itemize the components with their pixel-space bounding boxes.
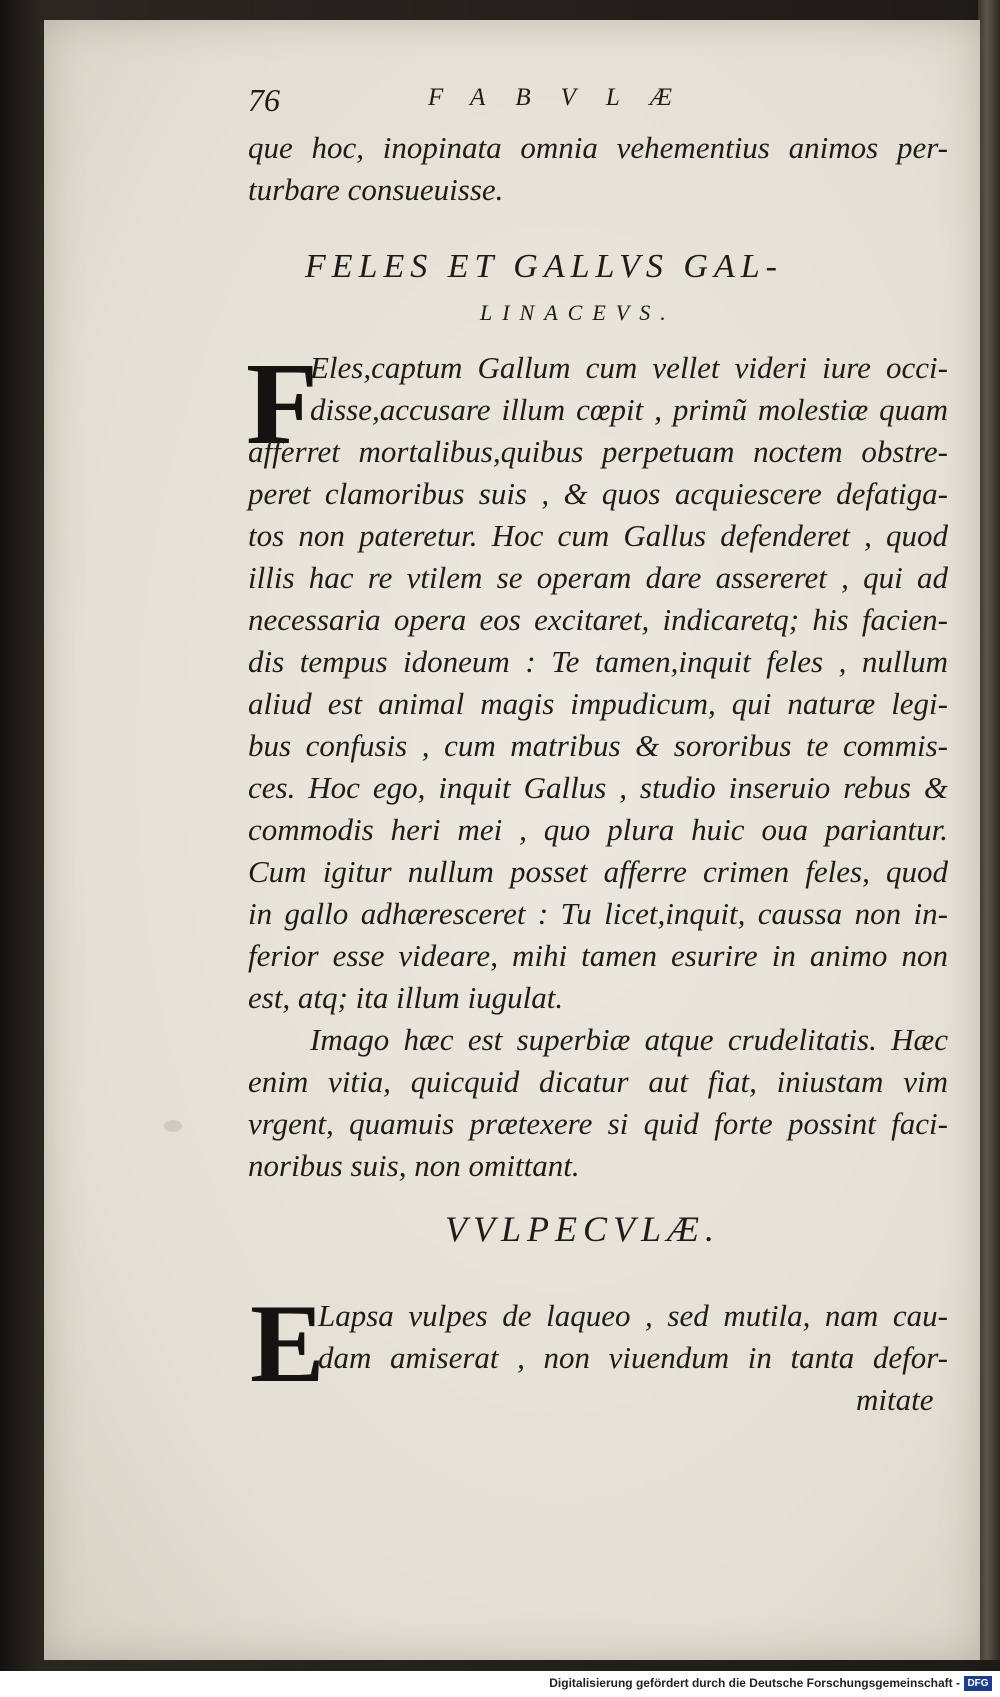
body-line: ces. Hoc ego, inquit Gallus , studio inseruio rebus & xyxy=(248,770,948,805)
moral-line: Imago hæc est superbiæ atque crudelitatis. Hæc xyxy=(310,1022,948,1057)
catchword: mitate xyxy=(856,1382,934,1417)
dfg-logo: DFG xyxy=(964,1676,992,1691)
drop-cap-f: F xyxy=(246,338,319,469)
fable-title-line-1: FELES ET GALLVS GAL- xyxy=(305,248,783,285)
body-line: bus confusis , cum matribus & sororibus te commis- xyxy=(248,728,948,763)
body-line: aliud est animal magis impudicum, qui naturæ legi- xyxy=(248,686,948,721)
body-line: disse,accusare illum cœpit , primũ molestiæ quam xyxy=(310,392,948,427)
body-line: in gallo adhæresceret : Tu licet,inquit, caussa non in- xyxy=(248,896,948,931)
body-line: tos non pateretur. Hoc cum Gallus defenderet , quod xyxy=(248,518,948,553)
moral-line: enim vitia, quicquid dicatur aut fiat, iniustam vim xyxy=(248,1064,948,1099)
running-title: FABVLÆ xyxy=(428,84,702,111)
body-line: afferret mortalibus,quibus perpetuam noctem obstre- xyxy=(248,434,948,469)
book-edge xyxy=(978,0,1000,1660)
body-line: illis hac re vtilem se operam dare assereret , qui ad xyxy=(248,560,948,595)
moral-line: vrgent, quamuis prætexere si quid forte possint faci- xyxy=(248,1106,948,1141)
moral-line: noribus suis, non omittant. xyxy=(248,1148,580,1183)
fable-2-title: VVLPECVLÆ. xyxy=(445,1209,721,1249)
footer-credit: Digitalisierung gefördert durch die Deutsche Forschungsgemeinschaft - xyxy=(549,1676,960,1690)
body-line: commodis heri mei , quo plura huic oua pariantur. xyxy=(248,812,948,847)
page-number: 76 xyxy=(248,82,280,118)
paper-stain xyxy=(164,1120,182,1132)
intro-line-2: turbare consueuisse. xyxy=(248,172,504,207)
body-line: peret clamoribus suis , & quos acquiescere defatiga- xyxy=(248,476,948,511)
page-header xyxy=(248,82,948,122)
body-line: dam amiserat , non viuendum in tanta defor- xyxy=(318,1340,948,1375)
intro-line-1: que hoc, inopinata omnia vehementius animos per- xyxy=(248,130,948,165)
body-line: est, atq; ita illum iugulat. xyxy=(248,980,564,1015)
body-line: Eles,captum Gallum cum vellet videri iure occi- xyxy=(310,350,948,385)
body-line: ferior esse videare, mihi tamen esurire in animo non xyxy=(248,938,948,973)
fable-title-line-2: LINACEVS. xyxy=(480,300,676,325)
footer-bar xyxy=(0,1671,1000,1697)
body-line: dis tempus idoneum : Te tamen,inquit feles , nullum xyxy=(248,644,948,679)
drop-cap-e: E xyxy=(250,1282,325,1406)
body-line: Lapsa vulpes de laqueo , sed mutila, nam cau- xyxy=(318,1298,948,1333)
body-line: necessaria opera eos excitaret, indicaretq; his facien- xyxy=(248,602,948,637)
body-line: Cum igitur nullum posset afferre crimen feles, quod xyxy=(248,854,948,889)
